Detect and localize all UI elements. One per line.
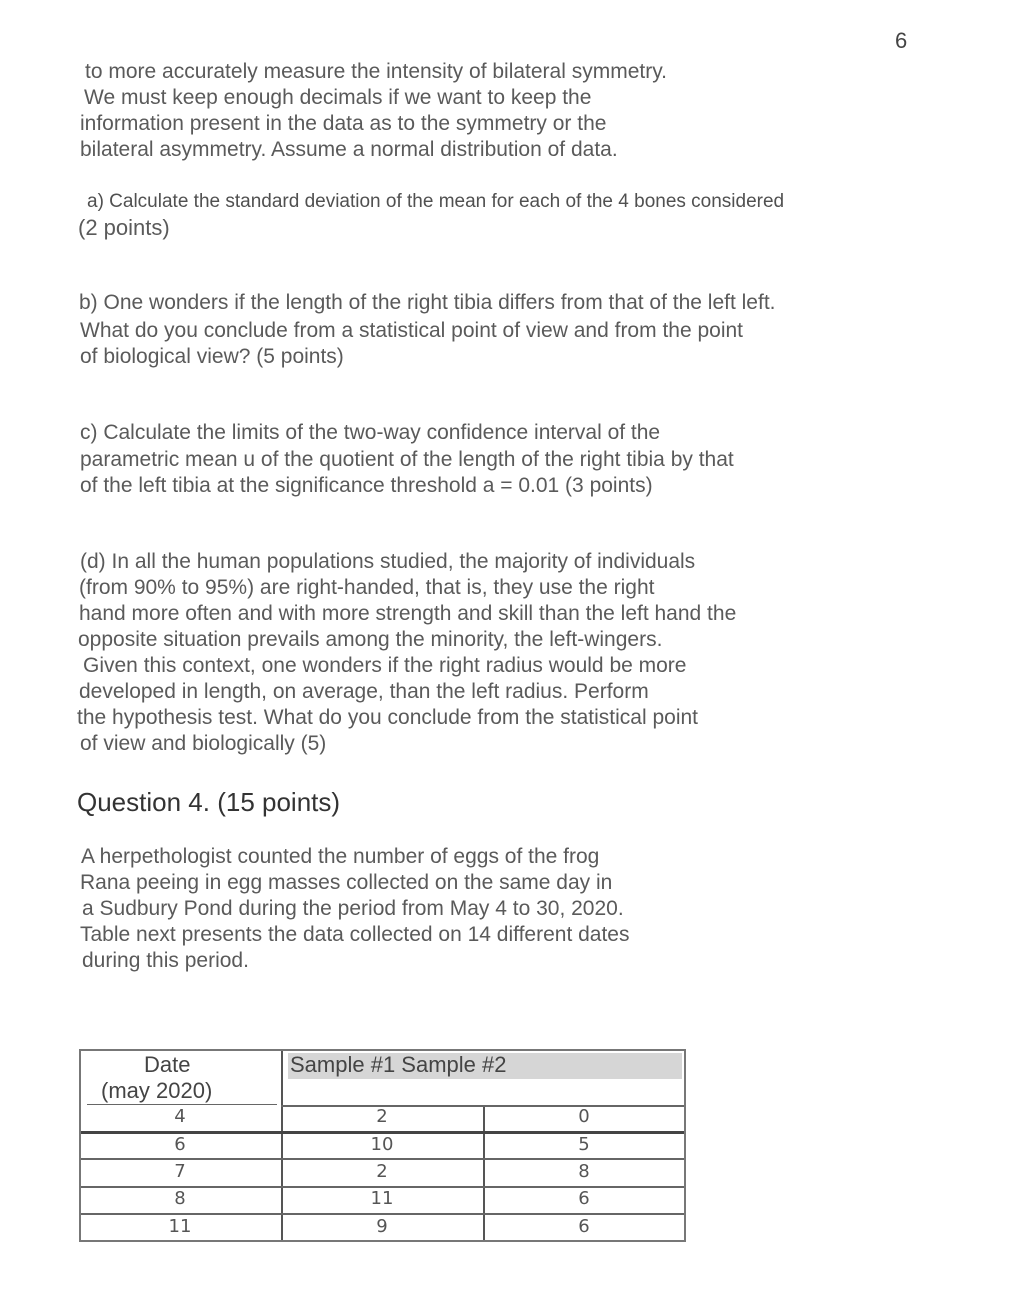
table-cell-date: 7 <box>174 1161 186 1182</box>
question-d-line-7: the hypothesis test. What do you conclude from the statistical point <box>77 706 698 729</box>
question-a-line-2: (2 points) <box>78 215 170 240</box>
table-cell-sample2: 5 <box>578 1134 590 1155</box>
table-row-divider <box>81 1158 684 1160</box>
table-cell-sample1: 11 <box>370 1188 394 1209</box>
table-cell-date: 8 <box>174 1188 186 1209</box>
question-c-line-2: parametric mean u of the quotient of the length of the right tibia by that <box>80 448 734 471</box>
table-cell-date: 6 <box>174 1134 186 1155</box>
question-4-line-5: during this period. <box>82 949 249 972</box>
table-cell-sample2: 8 <box>578 1161 590 1182</box>
intro-line-1: to more accurately measure the intensity of bilateral symmetry. <box>85 60 668 83</box>
question-a-line-1: a) Calculate the standard deviation of the mean for each of the 4 bones considered <box>87 191 785 212</box>
table-cell-date: 4 <box>174 1106 186 1127</box>
intro-line-4: bilateral asymmetry. Assume a normal distribution of data. <box>80 138 618 161</box>
question-d-line-8: of view and biologically (5) <box>80 732 327 755</box>
question-c-line-1: c) Calculate the limits of the two-way confidence interval of the <box>80 421 661 444</box>
question-d-line-2: (from 90% to 95%) are right-handed, that is, they use the right <box>79 576 655 599</box>
table-cell-sample1: 10 <box>370 1134 394 1155</box>
question-d-line-6: developed in length, on average, than the left radius. Perform <box>79 680 649 703</box>
table-header-samples: Sample #1 Sample #2 <box>290 1052 507 1077</box>
table-cell-date: 11 <box>168 1216 192 1237</box>
table-row-divider <box>81 1213 684 1215</box>
question-d-line-3: hand more often and with more strength and skill than the left hand the <box>79 602 737 625</box>
question-b-line-3: of biological view? (5 points) <box>80 345 344 368</box>
question-4-line-3: a Sudbury Pond during the period from May 4 to 30, 2020. <box>82 897 624 920</box>
intro-line-2: We must keep enough decimals if we want to keep the <box>84 86 592 109</box>
question-d-line-4: opposite situation prevails among the minority, the left-wingers. <box>78 628 663 651</box>
table-header-date: Date <box>144 1052 191 1077</box>
table-header-date-unit: (may 2020) <box>101 1078 213 1103</box>
question-c-line-3: of the left tibia at the significance threshold a = 0.01 (3 points) <box>80 474 653 497</box>
table-cell-sample2: 6 <box>578 1216 590 1237</box>
question-b-line-2: What do you conclude from a statistical point of view and from the point <box>80 319 744 342</box>
table-cell-sample2: 6 <box>578 1188 590 1209</box>
question-4-heading: Question 4. (15 points) <box>77 787 341 817</box>
question-b-line-1: b) One wonders if the length of the right tibia differs from that of the left left. <box>79 291 776 314</box>
intro-line-3: information present in the data as to the symmetry or the <box>80 112 607 135</box>
table-cell-sample1: 2 <box>376 1106 388 1127</box>
question-4-line-1: A herpethologist counted the number of eggs of the frog <box>81 845 600 868</box>
table-cell-sample1: 9 <box>376 1216 388 1237</box>
table-cell-sample1: 2 <box>376 1161 388 1182</box>
page-number: 6 <box>895 28 908 53</box>
question-4-line-2: Rana peeing in egg masses collected on the same day in <box>80 871 613 894</box>
question-d-line-1: (d) In all the human populations studied, the majority of individuals <box>80 550 696 573</box>
table-cell-sample2: 0 <box>578 1106 590 1127</box>
question-d-line-5: Given this context, one wonders if the right radius would be more <box>83 654 687 677</box>
question-4-line-4: Table next presents the data collected on 14 different dates <box>80 923 630 946</box>
table-row-divider <box>87 1104 277 1105</box>
